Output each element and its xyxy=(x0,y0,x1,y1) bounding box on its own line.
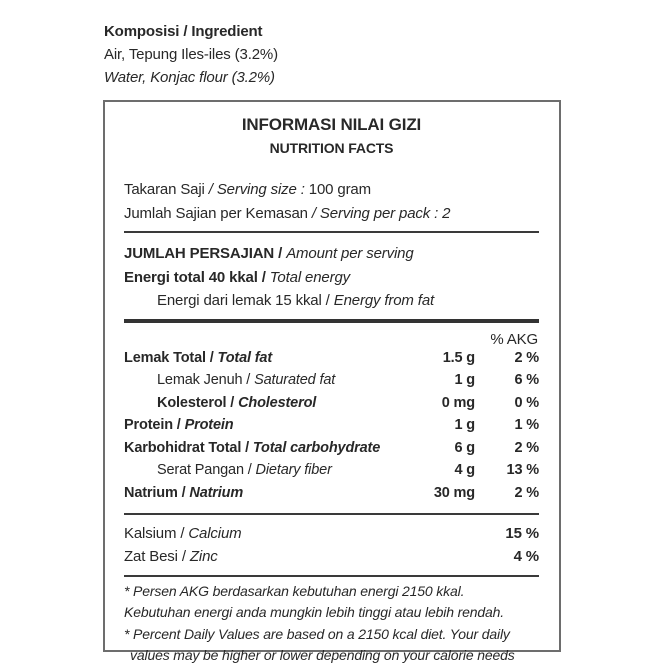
daily-value-cell: 1 % xyxy=(514,417,539,434)
daily-value-cell: 6 % xyxy=(514,372,539,389)
nutrient-label xyxy=(124,485,405,501)
footnote-line: * Percent Daily Values are based on a 2150 kcal diet. Your daily xyxy=(124,625,510,642)
nutrient-name-id: Serat Pangan / xyxy=(157,462,252,479)
separator-thick xyxy=(124,319,539,323)
minerals-table xyxy=(124,522,539,569)
daily-value-cell: 15 % xyxy=(505,524,539,542)
serving-pack-row xyxy=(124,202,539,226)
nutrient-name-id: Lemak Total / xyxy=(124,349,214,366)
daily-value-cell: 2 % xyxy=(514,349,539,366)
mineral-label xyxy=(124,522,505,546)
nutrient-label xyxy=(124,395,405,411)
nutrient-name-en: Dietary fiber xyxy=(255,462,332,479)
amount-cell: 30 mg xyxy=(433,485,475,502)
nutrient-name-id: Lemak Jenuh / xyxy=(157,372,251,389)
table-row-total-carbohydrate xyxy=(124,440,539,463)
amount-cell: 6 g xyxy=(454,439,475,456)
nutrient-name-en: Total carbohydrate xyxy=(252,439,381,456)
nutrient-name-id: Karbohidrat Total / xyxy=(124,439,249,456)
nutrient-name-en: Total fat xyxy=(217,349,273,366)
nutrient-name-en: Cholesterol xyxy=(238,394,317,411)
separator-top xyxy=(124,231,539,233)
daily-value-cell: 13 % xyxy=(506,462,539,479)
mineral-label xyxy=(124,545,514,569)
footnote-line: Kebutuhan energi anda mungkin lebih tinggi atau lebih rendah. xyxy=(124,604,505,621)
energy-from-fat-id: Energi dari lemak 15 kkal / xyxy=(157,292,330,309)
amount-heading-id: JUMLAH PERSAJIAN / xyxy=(124,245,283,262)
total-energy-row xyxy=(124,266,539,290)
footnote-line: values may be higher or lower depending on your calorie needs xyxy=(130,647,515,664)
table-row-calcium xyxy=(124,522,539,546)
table-row-cholesterol xyxy=(124,395,539,418)
nutrient-label xyxy=(124,462,405,478)
table-row-sodium xyxy=(124,485,539,508)
nutrient-label xyxy=(124,372,405,388)
daily-value-cell: 2 % xyxy=(514,485,539,502)
ingredients-line-indonesian: Air, Tepung Iles-iles (3.2%) xyxy=(104,46,278,63)
amount-cell: 1.5 g xyxy=(442,349,475,366)
nutrient-label xyxy=(124,440,405,456)
amount-cell: 0 mg xyxy=(441,394,475,411)
nutrient-name-id: Kolesterol / xyxy=(157,394,235,411)
ingredients-block xyxy=(104,20,278,89)
table-row-dietary-fiber xyxy=(124,462,539,485)
table-row-saturated-fat xyxy=(124,372,539,395)
daily-value-cell: 4 % xyxy=(513,548,539,566)
table-row-zinc xyxy=(124,545,539,569)
mineral-name-en: Zinc xyxy=(189,548,218,566)
ingredients-line-english: Water, Konjac flour (3.2%) xyxy=(104,69,275,86)
panel-title: INFORMASI NILAI GIZI xyxy=(241,115,422,134)
nutrient-table xyxy=(124,350,539,508)
serving-pack-label-id: Jumlah Sajian per Kemasan xyxy=(124,205,308,222)
total-energy-id: Energi total 40 kkal / xyxy=(124,268,266,286)
nutrient-name-id: Natrium / xyxy=(124,485,186,502)
mineral-name-en: Calcium xyxy=(188,524,242,542)
energy-from-fat-en: Energy from fat xyxy=(333,292,435,309)
serving-size-value: 100 gram xyxy=(308,181,371,198)
nutrition-facts-panel xyxy=(103,100,561,664)
table-row-protein xyxy=(124,417,539,440)
serving-size-label-id: Takaran Saji xyxy=(124,181,205,198)
daily-value-cell: 2 % xyxy=(514,439,539,456)
footnote-line: * Persen AKG berdasarkan kebutuhan energi 2150 kkal. xyxy=(124,582,465,599)
amount-cell: 1 g xyxy=(454,372,475,389)
separator-footnotes xyxy=(124,575,539,577)
nutrient-name-en: Natrium xyxy=(189,485,244,502)
nutrient-name-en: Saturated fat xyxy=(254,372,336,389)
amount-heading-en: Amount per serving xyxy=(286,245,414,262)
amount-cell: 1 g xyxy=(454,417,475,434)
serving-info xyxy=(124,178,539,226)
mineral-name-id: Zat Besi / xyxy=(124,548,186,566)
amount-heading-row xyxy=(124,242,539,266)
total-energy-en: Total energy xyxy=(269,268,350,286)
serving-size-row xyxy=(124,178,539,202)
table-row-total-fat xyxy=(124,350,539,373)
mineral-name-id: Kalsium / xyxy=(124,524,185,542)
serving-pack-label-en: / Serving per pack : 2 xyxy=(311,205,451,222)
separator-minerals xyxy=(124,513,539,515)
panel-subtitle: NUTRITION FACTS xyxy=(269,140,394,156)
energy-from-fat-row xyxy=(124,289,539,313)
ingredients-title: Komposisi / Ingredient xyxy=(104,23,263,40)
nutrient-name-en: Protein xyxy=(184,417,234,434)
serving-size-label-en: / Serving size : xyxy=(208,181,305,198)
footnotes-block xyxy=(124,581,539,667)
nutrient-label xyxy=(124,417,405,433)
amount-cell: 4 g xyxy=(454,462,475,479)
daily-value-header: % AKG xyxy=(490,330,538,348)
nutrient-label xyxy=(124,350,405,366)
nutrient-name-id: Protein / xyxy=(124,417,181,434)
daily-value-cell: 0 % xyxy=(514,394,539,411)
amount-per-serving-block xyxy=(124,242,539,313)
